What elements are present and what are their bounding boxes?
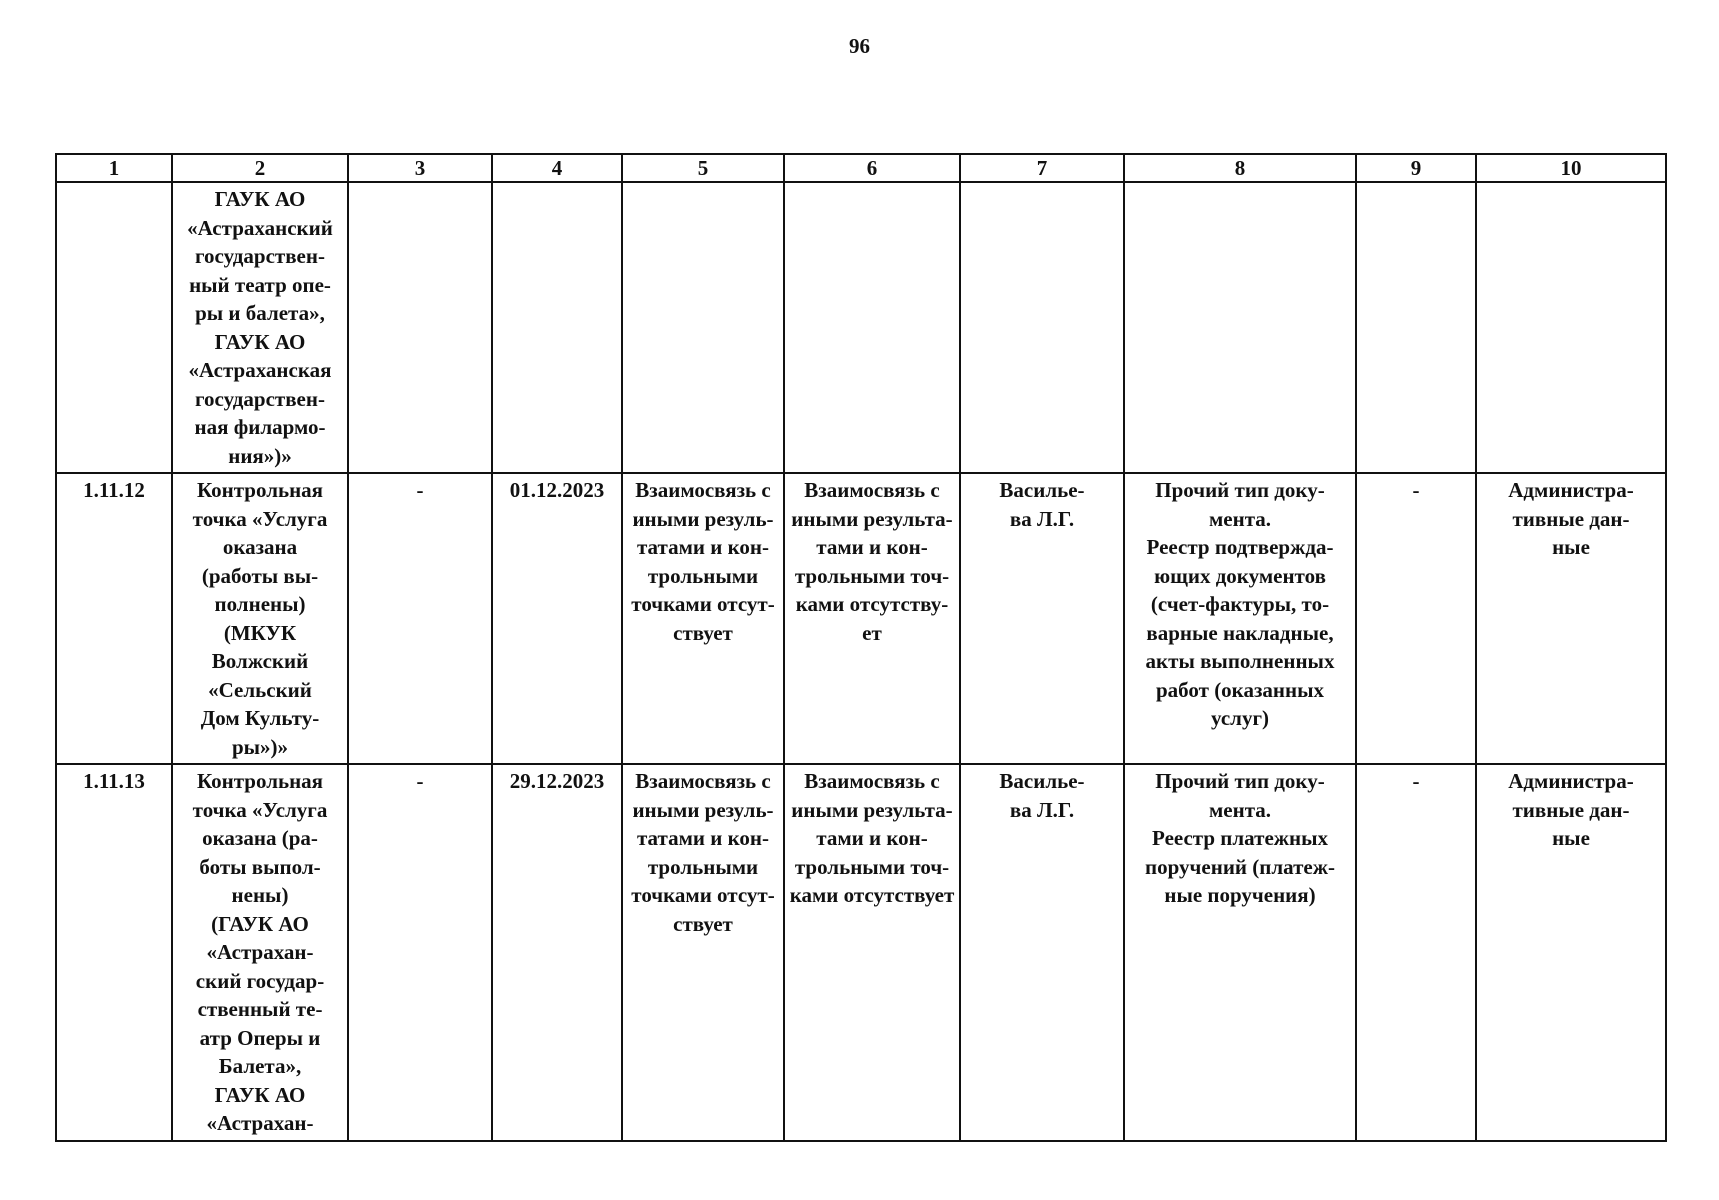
page-number: 96 — [849, 34, 870, 58]
cell-col-10 — [1476, 182, 1666, 473]
row-number-cell — [56, 182, 172, 473]
column-header-1: 1 — [56, 154, 172, 182]
header-row — [56, 154, 1666, 182]
cell-text: - — [416, 478, 424, 502]
cell-col-9 — [1356, 473, 1476, 764]
table-row — [56, 473, 1666, 764]
cell-col-3 — [348, 764, 492, 1141]
row-number: 1.11.12 — [83, 478, 145, 502]
data-source-cell — [1476, 764, 1666, 1141]
responsible-cell — [960, 764, 1124, 1141]
cell-text: - — [416, 769, 424, 793]
column-header-2: 2 — [172, 154, 348, 182]
description-text: ГАУК АО «Астраханский государствен- ный театр опе- ры и балета», ГАУК АО «Астраханская государствен- ная филармо- ния»)» — [187, 187, 333, 468]
description-cell — [172, 473, 348, 764]
data-table — [55, 153, 1667, 1142]
cell-col-6 — [784, 764, 960, 1141]
cell-col-8 — [1124, 182, 1356, 473]
date-text: 29.12.2023 — [509, 769, 605, 793]
cell-text: Взаимосвязь с иными резуль- татами и кон- трольными точками отсут- ствует — [631, 769, 775, 936]
description-text: Контрольная точка «Услуга оказана (ра- боты выпол- нены) (ГАУК АО «Астрахан- ский государ- ственный те- атр Оперы и Балета», ГАУК АО «Астрахан- — [192, 769, 328, 1135]
column-header-7: 7 — [960, 154, 1124, 182]
cell-col-6 — [784, 182, 960, 473]
data-source-cell — [1476, 473, 1666, 764]
cell-text: Взаимосвязь с иными резуль- татами и кон- трольными точками отсут- ствует — [631, 478, 775, 645]
table-row — [56, 182, 1666, 473]
column-header-8: 8 — [1124, 154, 1356, 182]
description-text: Контрольная точка «Услуга оказана (работы вы- полнены) (МКУК Волжский «Сельский Дом Культу- ры»)» — [192, 478, 328, 759]
row-number-cell — [56, 764, 172, 1141]
data-source-text: Администра- тивные дан- ные — [1508, 769, 1634, 850]
column-header-5: 5 — [622, 154, 784, 182]
column-header-6: 6 — [784, 154, 960, 182]
cell-text: - — [1412, 769, 1420, 793]
date-cell — [492, 473, 622, 764]
responsible-cell — [960, 473, 1124, 764]
cell-text: Взаимосвязь с иными результа- тами и кон- трольными точ- ками отсутствует — [789, 769, 955, 907]
column-header-3: 3 — [348, 154, 492, 182]
responsible-text: Василье- ва Л.Г. — [999, 769, 1085, 822]
description-cell — [172, 182, 348, 473]
cell-col-3 — [348, 182, 492, 473]
date-cell — [492, 764, 622, 1141]
cell-col-5 — [622, 473, 784, 764]
table-row — [56, 764, 1666, 1141]
cell-col-5 — [622, 764, 784, 1141]
cell-text: Взаимосвязь с иными результа- тами и кон- трольными точ- ками отсутству- ет — [791, 478, 953, 645]
data-source-text: Администра- тивные дан- ные — [1508, 478, 1634, 559]
cell-text: - — [1412, 478, 1420, 502]
document-type-text: Прочий тип доку- мента. Реестр платежных поручений (платеж- ные поручения) — [1145, 769, 1335, 907]
cell-col-3 — [348, 473, 492, 764]
row-number: 1.11.13 — [83, 769, 145, 793]
document-type-text: Прочий тип доку- мента. Реестр подтвержда- ющих документов (счет-фактуры, то- варные накладные, акты выполненных работ (оказанных услуг) — [1145, 478, 1335, 730]
document-type-cell — [1124, 764, 1356, 1141]
cell-col-5 — [622, 182, 784, 473]
column-header-10: 10 — [1476, 154, 1666, 182]
cell-col-9 — [1356, 764, 1476, 1141]
cell-col-4 — [492, 182, 622, 473]
responsible-text: Василье- ва Л.Г. — [999, 478, 1085, 531]
document-type-cell — [1124, 473, 1356, 764]
cell-col-9 — [1356, 182, 1476, 473]
description-cell — [172, 764, 348, 1141]
cell-col-6 — [784, 473, 960, 764]
column-header-4: 4 — [492, 154, 622, 182]
row-number-cell — [56, 473, 172, 764]
column-header-9: 9 — [1356, 154, 1476, 182]
date-text: 01.12.2023 — [509, 478, 605, 502]
cell-col-7 — [960, 182, 1124, 473]
